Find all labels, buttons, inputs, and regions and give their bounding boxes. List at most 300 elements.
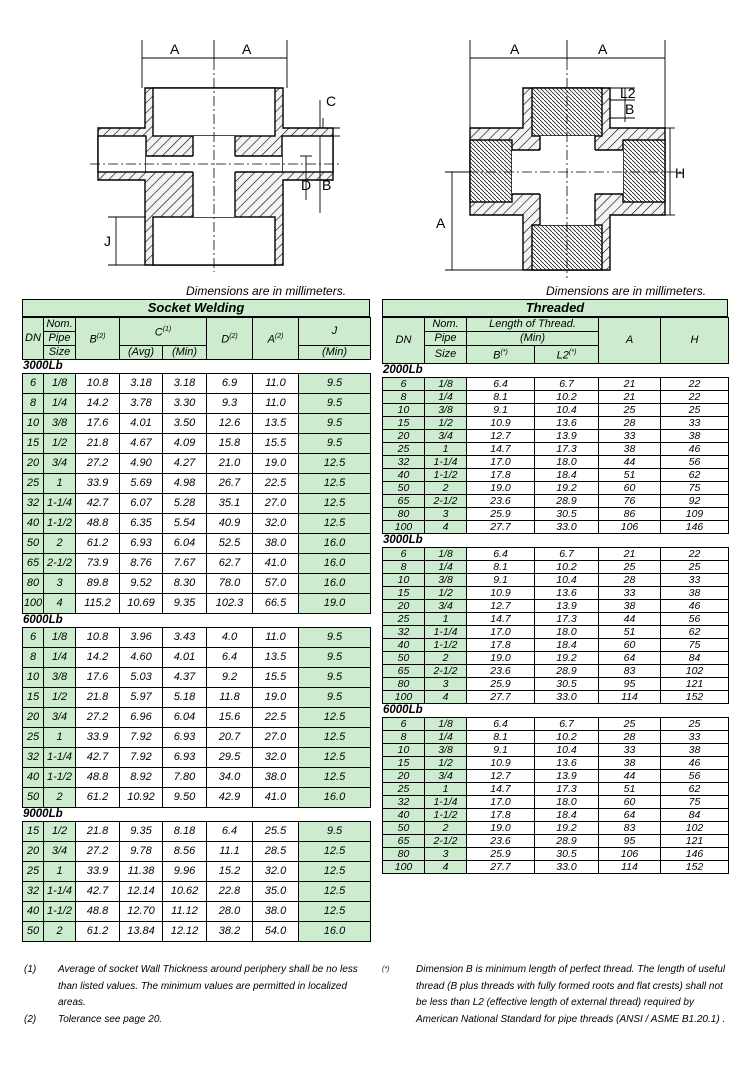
table-row [23, 822, 371, 842]
note-number: (*) [382, 966, 390, 973]
sw-cell: 12.5 [299, 842, 371, 862]
sw-cell: 33.9 [76, 728, 120, 748]
sw-cell: 3/4 [44, 842, 76, 862]
sw-cell: 12.5 [299, 748, 371, 768]
sw-cell: 66.5 [253, 594, 299, 614]
sw-cell: 73.9 [76, 554, 120, 574]
table-row [383, 390, 729, 403]
sw-cell: 6.93 [163, 728, 207, 748]
table-row [383, 599, 729, 612]
table-row [23, 842, 371, 862]
thr-cell: 2-1/2 [425, 834, 467, 847]
table-row [23, 414, 371, 434]
sw-cell: 10.62 [163, 882, 207, 902]
sw-cell: 9.5 [299, 628, 371, 648]
thr-cell: 40 [383, 808, 425, 821]
thr-cell: 27.7 [467, 860, 535, 873]
sw-cell: 50 [23, 534, 44, 554]
sw-col-dn: DN [23, 318, 44, 360]
sw-cell: 5.28 [163, 494, 207, 514]
thr-cell: 60 [599, 638, 661, 651]
thr-cell: 10.4 [535, 743, 599, 756]
sw-col-j: J [299, 318, 371, 346]
sw-cell: 6.93 [163, 748, 207, 768]
sw-cell: 11.0 [253, 628, 299, 648]
sw-cell: 5.69 [120, 474, 163, 494]
thr-cell: 76 [599, 494, 661, 507]
table-row [23, 788, 371, 808]
sw-cell: 61.2 [76, 922, 120, 942]
sw-cell: 11.0 [253, 374, 299, 394]
sw-cell: 32.0 [253, 862, 299, 882]
sw-cell: 48.8 [76, 768, 120, 788]
thr-group-table [382, 547, 729, 704]
sw-cell: 10.69 [120, 594, 163, 614]
note-row [24, 1012, 364, 1029]
thr-cell: 25 [661, 717, 729, 730]
sw-cell: 15.2 [207, 862, 253, 882]
thr-cell: 109 [661, 507, 729, 520]
thr-cell: 1/2 [425, 586, 467, 599]
sw-cell: 12.5 [299, 882, 371, 902]
sw-cell: 32 [23, 748, 44, 768]
sw-cell: 27.0 [253, 494, 299, 514]
thr-cell: 51 [599, 625, 661, 638]
sw-cell: 6.04 [163, 708, 207, 728]
sw-cell: 16.0 [299, 534, 371, 554]
sw-cell: 27.2 [76, 842, 120, 862]
sw-cell: 1/8 [44, 374, 76, 394]
sw-cell: 35.0 [253, 882, 299, 902]
thr-cell: 56 [661, 612, 729, 625]
thr-col-l2: L2(*) [535, 346, 599, 364]
thr-group-label: 3000Lb [383, 533, 423, 546]
sw-cell: 20 [23, 454, 44, 474]
sw-cell: 16.0 [299, 554, 371, 574]
sw-cell: 12.5 [299, 454, 371, 474]
sw-cell: 27.2 [76, 708, 120, 728]
thr-cell: 64 [599, 808, 661, 821]
thr-cell: 8.1 [467, 560, 535, 573]
thr-cell: 23.6 [467, 834, 535, 847]
sw-cell: 1 [44, 474, 76, 494]
thr-cell: 10.2 [535, 730, 599, 743]
thr-cell: 64 [599, 651, 661, 664]
thr-cell: 13.6 [535, 756, 599, 769]
threaded-cross-drawing [420, 0, 720, 280]
thr-cell: 56 [661, 769, 729, 782]
thr-col-nom3: Size [425, 346, 467, 364]
sw-cell: 1 [44, 728, 76, 748]
thr-cell: 10.9 [467, 756, 535, 769]
sw-cell: 1/8 [44, 628, 76, 648]
sw-cell: 20 [23, 842, 44, 862]
sw-col-d: $D^{(2)}$ [207, 318, 253, 360]
sw-cell: 4.27 [163, 454, 207, 474]
thr-cell: 1/2 [425, 756, 467, 769]
thr-cell: 95 [599, 834, 661, 847]
table-row [383, 847, 729, 860]
sw-cell: 10.8 [76, 628, 120, 648]
thr-cell: 50 [383, 651, 425, 664]
sw-cell: 32 [23, 882, 44, 902]
sw-cell: 1-1/2 [44, 902, 76, 922]
thr-cell: 28.9 [535, 834, 599, 847]
thr-cell: 3 [425, 847, 467, 860]
sw-cell: 9.96 [163, 862, 207, 882]
sw-cell: 1-1/2 [44, 514, 76, 534]
thr-cell: 13.6 [535, 416, 599, 429]
thr-cell: 3 [425, 507, 467, 520]
thr-cell: 1-1/4 [425, 795, 467, 808]
thr-cell: 1 [425, 442, 467, 455]
table-row [383, 782, 729, 795]
thr-cell: 17.3 [535, 612, 599, 625]
sw-cell: 1/2 [44, 822, 76, 842]
thr-cell: 65 [383, 834, 425, 847]
table-row [23, 594, 371, 614]
thr-cell: 21 [599, 390, 661, 403]
thr-cell: 44 [599, 769, 661, 782]
thr-col-nom1: Nom. [425, 318, 467, 332]
sw-cell: 8 [23, 394, 44, 414]
sw-cell: 21.8 [76, 434, 120, 454]
table-row [383, 625, 729, 638]
thr-cell: 18.0 [535, 625, 599, 638]
sw-group-table [22, 627, 371, 808]
thr-cell: 83 [599, 821, 661, 834]
thr-group-table [382, 377, 729, 534]
thr-cell: 33 [661, 416, 729, 429]
table-row [383, 547, 729, 560]
sw-cell: 54.0 [253, 922, 299, 942]
table-row [383, 821, 729, 834]
thr-cell: 33.0 [535, 860, 599, 873]
sw-cell: 11.1 [207, 842, 253, 862]
sw-cell: 12.5 [299, 768, 371, 788]
sw-cell: 41.0 [253, 788, 299, 808]
thr-cell: 6.4 [467, 377, 535, 390]
sw-col-c-min: (Min) [163, 346, 207, 360]
thr-cell: 13.6 [535, 586, 599, 599]
thr-cell: 33 [599, 743, 661, 756]
sw-cell: 13.5 [253, 414, 299, 434]
thr-cell: 32 [383, 795, 425, 808]
thr-cell: 60 [599, 795, 661, 808]
thr-cell: 6.7 [535, 377, 599, 390]
sw-cell: 12.5 [299, 728, 371, 748]
thr-cell: 121 [661, 677, 729, 690]
table-row [23, 882, 371, 902]
table-row [23, 748, 371, 768]
thr-cell: 19.0 [467, 651, 535, 664]
sw-cell: 89.8 [76, 574, 120, 594]
table-row [383, 455, 729, 468]
table-row [383, 651, 729, 664]
thr-cell: 2 [425, 651, 467, 664]
thr-cell: 33.0 [535, 520, 599, 533]
thr-cell: 38 [599, 599, 661, 612]
table-row [383, 743, 729, 756]
thr-cell: 1/4 [425, 730, 467, 743]
thr-cell: 19.2 [535, 481, 599, 494]
thr-cell: 92 [661, 494, 729, 507]
sw-cell: 3/8 [44, 414, 76, 434]
dim-note-right: Dimensions are in millimeters. [546, 284, 707, 298]
thr-cell: 1 [425, 782, 467, 795]
socket-welding-groups [22, 360, 370, 942]
sw-cell: 1/2 [44, 434, 76, 454]
thr-cell: 28.9 [535, 494, 599, 507]
sw-cell: 5.03 [120, 668, 163, 688]
sw-cell: 11.38 [120, 862, 163, 882]
thr-cell: 62 [661, 782, 729, 795]
thr-cell: 100 [383, 690, 425, 703]
sw-cell: 9.52 [120, 574, 163, 594]
sw-cell: 11.0 [253, 394, 299, 414]
thr-cell: 106 [599, 520, 661, 533]
sw-cell: 22.5 [253, 474, 299, 494]
thr-cell: 75 [661, 638, 729, 651]
sw-cell: 38.0 [253, 902, 299, 922]
table-row [23, 648, 371, 668]
sw-cell: 4 [44, 594, 76, 614]
sw-cell: 9.5 [299, 822, 371, 842]
sw-col-nom2: Pipe [44, 332, 76, 346]
sw-cell: 4.01 [163, 648, 207, 668]
sw-group-table [22, 373, 371, 614]
thr-cell: 22 [661, 390, 729, 403]
thr-cell: 23.6 [467, 664, 535, 677]
sw-cell: 29.5 [207, 748, 253, 768]
sw-cell: 12.5 [299, 494, 371, 514]
thr-col-len2: (Min) [467, 332, 599, 346]
sw-cell: 10 [23, 414, 44, 434]
thr-cell: 32 [383, 455, 425, 468]
dim-label-d: D [301, 177, 312, 193]
thr-cell: 106 [599, 847, 661, 860]
thr-cell: 18.4 [535, 638, 599, 651]
sw-cell: 1-1/2 [44, 768, 76, 788]
thr-cell: 3/4 [425, 429, 467, 442]
sw-cell: 12.70 [120, 902, 163, 922]
sw-cell: 9.5 [299, 648, 371, 668]
note-text: Average of socket Wall Thickness around periphery shall be no less than listed values. The minimum values are permitted in localized areas. [58, 964, 358, 1008]
sw-cell: 2 [44, 534, 76, 554]
sw-cell: 65 [23, 554, 44, 574]
sw-cell: 4.98 [163, 474, 207, 494]
thr-col-len1: Length of Thread. [467, 318, 599, 332]
socket-welding-notes [24, 962, 364, 1028]
sw-cell: 57.0 [253, 574, 299, 594]
thr-cell: 86 [599, 507, 661, 520]
thr-cell: 21 [599, 547, 661, 560]
thr-cell: 27.7 [467, 690, 535, 703]
sw-cell: 10.8 [76, 374, 120, 394]
thr-cell: 25 [599, 403, 661, 416]
table-row [383, 560, 729, 573]
sw-cell: 1 [44, 862, 76, 882]
table-row [383, 586, 729, 599]
table-row [383, 795, 729, 808]
sw-group-label: 3000Lb [23, 360, 63, 372]
thr-cell: 33 [599, 586, 661, 599]
thr-cell: 84 [661, 651, 729, 664]
threaded-groups [382, 364, 728, 874]
sw-cell: 1/2 [44, 688, 76, 708]
sw-cell: 35.1 [207, 494, 253, 514]
sw-cell: 4.90 [120, 454, 163, 474]
thr-cell: 1-1/4 [425, 625, 467, 638]
thr-cell: 38 [661, 429, 729, 442]
thr-cell: 114 [599, 690, 661, 703]
sw-cell: 9.5 [299, 434, 371, 454]
thr-cell: 25.9 [467, 507, 535, 520]
thr-cell: 14.7 [467, 782, 535, 795]
sw-cell: 11.8 [207, 688, 253, 708]
sw-group-label: 9000Lb [23, 808, 63, 820]
thr-cell: 14.7 [467, 612, 535, 625]
sw-group-table [22, 821, 371, 942]
sw-cell: 2-1/2 [44, 554, 76, 574]
socket-welding-title: Socket Welding [22, 299, 370, 317]
thr-cell: 40 [383, 638, 425, 651]
thr-cell: 9.1 [467, 573, 535, 586]
thr-cell: 14.7 [467, 442, 535, 455]
thr-cell: 25 [383, 442, 425, 455]
thr-cell: 80 [383, 677, 425, 690]
thr-cell: 23.6 [467, 494, 535, 507]
thr-cell: 17.3 [535, 442, 599, 455]
thr-cell: 17.3 [535, 782, 599, 795]
sw-cell: 6 [23, 374, 44, 394]
table-row [383, 403, 729, 416]
thr-label-l2: L2 [620, 85, 636, 101]
sw-cell: 3.96 [120, 628, 163, 648]
table-row [383, 717, 729, 730]
thr-cell: 15 [383, 586, 425, 599]
sw-cell: 25 [23, 728, 44, 748]
sw-cell: 5.54 [163, 514, 207, 534]
thr-cell: 17.0 [467, 795, 535, 808]
sw-cell: 42.7 [76, 494, 120, 514]
sw-cell: 4.09 [163, 434, 207, 454]
sw-cell: 4.60 [120, 648, 163, 668]
thr-cell: 46 [661, 599, 729, 612]
threaded-panel [382, 299, 728, 874]
thr-cell: 38 [661, 743, 729, 756]
thr-cell: 25 [661, 403, 729, 416]
table-row [383, 730, 729, 743]
thr-cell: 44 [599, 455, 661, 468]
thr-cell: 28 [599, 730, 661, 743]
socket-weld-cross-outline [90, 0, 360, 280]
thr-cell: 13.9 [535, 429, 599, 442]
sw-cell: 33.9 [76, 862, 120, 882]
sw-cell: 19.0 [299, 594, 371, 614]
thr-cell: 33 [661, 730, 729, 743]
sw-cell: 26.7 [207, 474, 253, 494]
thr-cell: 3/8 [425, 403, 467, 416]
table-row [383, 507, 729, 520]
thr-cell: 28 [599, 416, 661, 429]
thr-cell: 3 [425, 677, 467, 690]
thr-cell: 25 [599, 560, 661, 573]
sw-cell: 5.18 [163, 688, 207, 708]
table-row [383, 612, 729, 625]
sw-cell: 28.5 [253, 842, 299, 862]
sw-col-nom1: Nom. [44, 318, 76, 332]
sw-cell: 21.8 [76, 688, 120, 708]
thr-cell: 2 [425, 821, 467, 834]
sw-cell: 48.8 [76, 514, 120, 534]
thr-cell: 8.1 [467, 730, 535, 743]
thr-cell: 25 [661, 560, 729, 573]
table-row [383, 834, 729, 847]
thr-cell: 15 [383, 756, 425, 769]
sw-cell: 17.6 [76, 414, 120, 434]
thr-cell: 10.2 [535, 390, 599, 403]
thr-cell: 1-1/2 [425, 808, 467, 821]
table-row [383, 377, 729, 390]
thr-cell: 38 [599, 756, 661, 769]
note-row [24, 962, 364, 1012]
thr-cell: 51 [599, 468, 661, 481]
table-row [383, 808, 729, 821]
sw-cell: 38.2 [207, 922, 253, 942]
sw-cell: 22.8 [207, 882, 253, 902]
sw-cell: 9.78 [120, 842, 163, 862]
sw-cell: 13.5 [253, 648, 299, 668]
sw-cell: 14.2 [76, 648, 120, 668]
sw-cell: 15.8 [207, 434, 253, 454]
table-row [23, 688, 371, 708]
sw-cell: 32.0 [253, 514, 299, 534]
thr-cell: 44 [599, 612, 661, 625]
thr-cell: 30.5 [535, 507, 599, 520]
sw-cell: 6.93 [120, 534, 163, 554]
sw-cell: 115.2 [76, 594, 120, 614]
thr-cell: 18.4 [535, 808, 599, 821]
table-row [383, 756, 729, 769]
thr-cell: 75 [661, 481, 729, 494]
sw-cell: 9.3 [207, 394, 253, 414]
thr-cell: 15 [383, 416, 425, 429]
sw-cell: 34.0 [207, 768, 253, 788]
thr-cell: 25 [383, 782, 425, 795]
thr-cell: 30.5 [535, 847, 599, 860]
sw-cell: 15.5 [253, 434, 299, 454]
thr-cell: 80 [383, 507, 425, 520]
sw-cell: 10.92 [120, 788, 163, 808]
sw-col-a: $A^{(2)}$ [253, 318, 299, 360]
thr-cell: 65 [383, 664, 425, 677]
sw-cell: 78.0 [207, 574, 253, 594]
sw-col-c-avg: (Avg) [120, 346, 163, 360]
thr-cell: 8 [383, 730, 425, 743]
sw-cell: 9.50 [163, 788, 207, 808]
sw-cell: 27.0 [253, 728, 299, 748]
sw-cell: 6.07 [120, 494, 163, 514]
sw-cell: 6.35 [120, 514, 163, 534]
thr-cell: 17.8 [467, 468, 535, 481]
sw-cell: 3.78 [120, 394, 163, 414]
thr-col-b: B(*) [467, 346, 535, 364]
table-row [383, 677, 729, 690]
thr-label-a-vert: A [436, 215, 446, 231]
sw-cell: 3.43 [163, 628, 207, 648]
note-row [382, 962, 728, 1028]
